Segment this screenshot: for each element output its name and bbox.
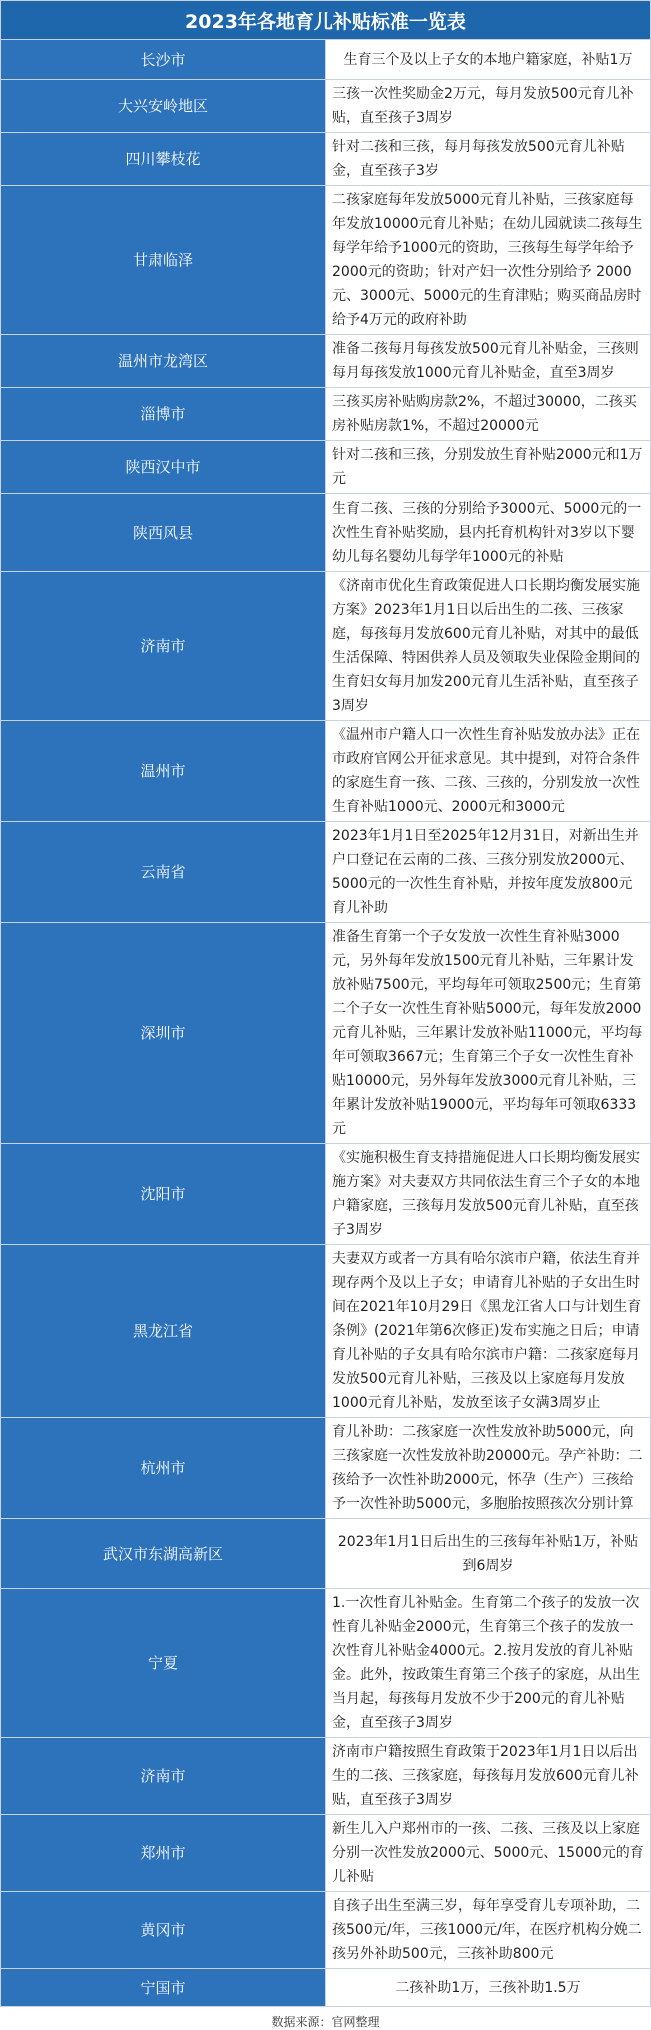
- table-row: [1, 40, 651, 80]
- table-row: [1, 186, 651, 335]
- table-row: [1, 1144, 651, 1245]
- region-cell: 淄博市: [1, 388, 326, 441]
- table-row: [1, 1519, 651, 1589]
- policy-cell: 2023年1月1日至2025年12月31日，对新出生并户口登记在云南的二孩、三孩分别发放2000元、5000元的一次性生育补贴，并按年度发放800元育儿补助: [326, 822, 651, 923]
- policy-cell: 《温州市户籍人口一次性生育补贴发放办法》正在市政府官网公开征求意见。其中提到，对符合条件的家庭生育一孩、二孩、三孩的，分别发放一次性生育补贴1000元、2000元和3000元: [326, 721, 651, 822]
- region-cell: 沈阳市: [1, 1144, 326, 1245]
- policy-cell: 济南市户籍按照生育政策于2023年1月1日以后出生的二孩、三孩家庭，每孩每月发放600元育儿补贴，直至孩子3周岁: [326, 1738, 651, 1815]
- region-cell: 温州市: [1, 721, 326, 822]
- region-cell: 宁夏: [1, 1589, 326, 1738]
- region-cell: 云南省: [1, 822, 326, 923]
- policy-cell: 三孩一次性奖励金2万元，每月发放500元育儿补贴，直至孩子3周岁: [326, 80, 651, 133]
- region-cell: 济南市: [1, 572, 326, 721]
- table-row: [1, 1892, 651, 1969]
- table-row: [1, 923, 651, 1144]
- policy-cell: 针对二孩和三孩，每月每孩发放500元育儿补贴金，直至孩子3岁: [326, 133, 651, 186]
- region-cell: 长沙市: [1, 40, 326, 80]
- table-row: [1, 1815, 651, 1892]
- region-cell: 杭州市: [1, 1418, 326, 1519]
- region-cell: 郑州市: [1, 1815, 326, 1892]
- policy-cell: 针对二孩和三孩，分别发放生育补贴2000元和1万元: [326, 441, 651, 494]
- region-cell: 四川攀枝花: [1, 133, 326, 186]
- table-title: 2023年各地育儿补贴标准一览表: [1, 1, 651, 40]
- region-cell: 大兴安岭地区: [1, 80, 326, 133]
- table-row: [1, 80, 651, 133]
- policy-cell: 准备生育第一个子女发放一次性生育补贴3000元，另外每年发放1500元育儿补贴，三年累计发放补贴7500元，平均每年可领取2500元；生育第二个子女一次性生育补贴5000元，每年发放2000元育儿补贴，三年累计发放补贴11000元，平均每年可领取3667元；生育第三个子女一次性生育补贴10000元，另外每年发放3000元育儿补贴，三年累计发放补贴19000元，平均每年可领取6333元: [326, 923, 651, 1144]
- title-row: [1, 1, 651, 40]
- region-cell: 深圳市: [1, 923, 326, 1144]
- region-cell: 武汉市东湖高新区: [1, 1519, 326, 1589]
- table-row: [1, 572, 651, 721]
- table-row: [1, 1589, 651, 1738]
- region-cell: 黑龙江省: [1, 1245, 326, 1418]
- region-cell: 温州市龙湾区: [1, 335, 326, 388]
- policy-cell: 自孩子出生至满三岁，每年享受育儿专项补助，二孩500元/年，三孩1000元/年，在医疗机构分娩二孩另外补助500元，三孩补助800元: [326, 1892, 651, 1969]
- policy-cell: 准备二孩每月每孩发放500元育儿补贴金，三孩则每月每孩发放1000元育儿补贴金，直至3周岁: [326, 335, 651, 388]
- table-row: [1, 1418, 651, 1519]
- region-cell: 陕西汉中市: [1, 441, 326, 494]
- policy-cell: 二孩家庭每年发放5000元育儿补贴，三孩家庭每年发放10000元育儿补贴；在幼儿园就读二孩每生每学年给予1000元的资助，三孩每生每学年给予2000元的资助；针对产妇一次性分别给予 2000元、3000元、5000元的生育津贴；购买商品房时给予4万元的政府补助: [326, 186, 651, 335]
- table-row: [1, 1969, 651, 2007]
- region-cell: 陕西风县: [1, 494, 326, 572]
- policy-cell: 三孩买房补贴购房款2%，不超过30000，二孩买房补贴房款1%，不超过20000元: [326, 388, 651, 441]
- table-row: [1, 494, 651, 572]
- table-row: [1, 133, 651, 186]
- policy-cell: 二孩补助1万，三孩补助1.5万: [326, 1969, 651, 2007]
- policy-cell: 生育二孩、三孩的分别给予3000元、5000元的一次性生育补贴奖励，县内托育机构针对3岁以下婴幼儿每名婴幼儿每学年1000元的补贴: [326, 494, 651, 572]
- policy-cell: 生育三个及以上子女的本地户籍家庭，补贴1万: [326, 40, 651, 80]
- table-row: [1, 1245, 651, 1418]
- table-row: [1, 822, 651, 923]
- table-row: [1, 1738, 651, 1815]
- table-row: [1, 335, 651, 388]
- table-row: [1, 441, 651, 494]
- region-cell: 黄冈市: [1, 1892, 326, 1969]
- policy-cell: 1.一次性育儿补贴金。生育第二个孩子的发放一次性育儿补贴金2000元，生育第三个孩子的发放一次性育儿补贴金4000元。2.按月发放的育儿补贴金。此外，按政策生育第三个孩子的家庭，从出生当月起，每孩每月发放不少于200元的育儿补贴金，直至孩子3周岁: [326, 1589, 651, 1738]
- policy-cell: 夫妻双方或者一方具有哈尔滨市户籍，依法生育并现存两个及以上子女；申请育儿补贴的子女出生时间在2021年10月29日《黑龙江省人口与计划生育条例》(2021年第6次修正)发布实施之日后；申请育儿补贴的子女具有哈尔滨市户籍：二孩家庭每月发放500元育儿补贴，三孩及以上家庭每月发放1000元育儿补贴，发放至该子女满3周岁止: [326, 1245, 651, 1418]
- policy-cell: 《实施积极生育支持措施促进人口长期均衡发展实施方案》对夫妻双方共同依法生育三个子女的本地户籍家庭，三孩每月发放500元育儿补贴，直至孩子3周岁: [326, 1144, 651, 1245]
- data-source-note: 数据来源：官网整理: [271, 2015, 380, 2029]
- table-row: [1, 721, 651, 822]
- policy-cell: 2023年1月1日后出生的三孩每年补贴1万，补贴到6周岁: [326, 1519, 651, 1589]
- region-cell: 甘肃临泽: [1, 186, 326, 335]
- policy-cell: 育儿补助：二孩家庭一次性发放补助5000元，向三孩家庭一次性发放补助20000元。孕产补助：二孩给予一次性补助2000元，怀孕（生产）三孩给予一次性补助5000元，多胞胎按照孩次分别计算: [326, 1418, 651, 1519]
- region-cell: 济南市: [1, 1738, 326, 1815]
- table-row: [1, 388, 651, 441]
- region-cell: 宁国市: [1, 1969, 326, 2007]
- policy-cell: 新生儿入户郑州市的一孩、二孩、三孩及以上家庭分别一次性发放2000元、5000元、15000元的育儿补贴: [326, 1815, 651, 1892]
- policy-cell: 《济南市优化生育政策促进人口长期均衡发展实施方案》2023年1月1日以后出生的二孩、三孩家庭，每孩每月发放600元育儿补贴，对其中的最低生活保障、特困供养人员及领取失业保险金期间的生育妇女每月加发200元育儿生活补贴，直至孩子3周岁: [326, 572, 651, 721]
